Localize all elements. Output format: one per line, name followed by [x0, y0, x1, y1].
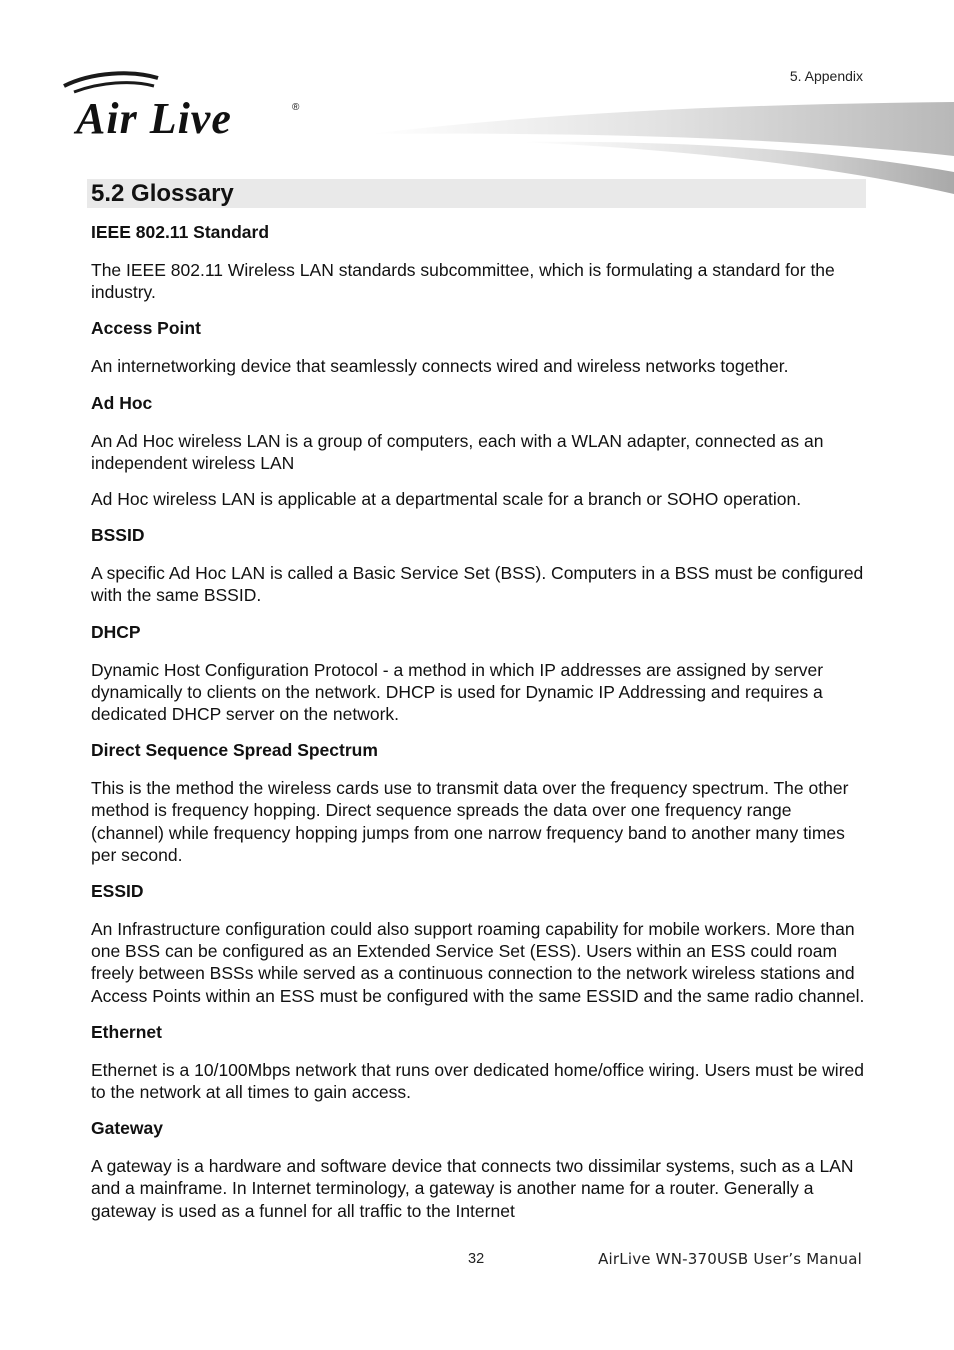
page-number: 32 — [468, 1251, 485, 1267]
glossary-definition: Dynamic Host Configuration Protocol - a method in which IP addresses are assigned by server dynamically to clients on the network. DHCP is used for Dynamic IP Addressing and requires a dedicated DHCP server on the network. — [91, 659, 824, 725]
glossary-definition: An Ad Hoc wireless LAN is a group of computers, each with a WLAN adapter, connected as an independent wireless LAN — [91, 430, 824, 473]
glossary-term: Direct Sequence Spread Spectrum — [91, 740, 378, 761]
section-label: 5. Appendix — [789, 68, 863, 84]
manual-title: AirLive WN-370USB User’s Manual — [598, 1250, 862, 1268]
logo-wordmark: Air Live — [76, 94, 232, 142]
glossary-term: IEEE 802.11 Standard — [91, 222, 270, 242]
airlive-logo — [62, 70, 307, 142]
page-title: 5.2 Glossary — [91, 180, 234, 207]
registered-mark: ® — [292, 102, 300, 113]
glossary-term: Gateway — [91, 1118, 163, 1139]
glossary-definition: Ad Hoc wireless LAN is applicable at a departmental scale for a branch or SOHO operation. — [91, 489, 802, 510]
glossary-title-bar — [87, 179, 866, 208]
glossary-term: ESSID — [91, 881, 144, 902]
logo-arc-inner — [74, 83, 154, 92]
glossary-term: BSSID — [91, 525, 145, 546]
glossary-content — [91, 221, 867, 1236]
glossary-definition: This is the method the wireless cards use to transmit data over the frequency spectrum. The other method is frequency hopping. Direct sequence spreads the data over one frequency range (channel) while frequency hopping jumps from one narrow frequency band to another many times per second. — [91, 778, 849, 865]
glossary-definition: The IEEE 802.11 Wireless LAN standards subcommittee, which is formulating a standard for the industry. — [91, 260, 835, 303]
glossary-definition: An internetworking device that seamlessly connects wired and wireless networks together. — [91, 356, 789, 377]
glossary-term: Ad Hoc — [91, 392, 153, 413]
glossary-term: Access Point — [91, 318, 201, 339]
glossary-term: DHCP — [91, 621, 141, 642]
glossary-definition: Ethernet is a 10/100Mbps network that runs over dedicated home/office wiring. Users must be wired to the network at all times to gain access. — [91, 1059, 864, 1103]
glossary-term: Ethernet — [91, 1021, 162, 1042]
glossary-definition: A gateway is a hardware and software device that connects two dissimilar systems, such as a LAN and a mainframe. In Internet terminology, a gateway is another name for a router. Generally a gateway is used as a funnel for all traffic to the Internet — [91, 1156, 854, 1221]
glossary-definition: An Infrastructure configuration could also support roaming capability for mobile workers. More than one BSS can be configured as an Extended Service Set (ESS). Users within an ESS could roam freely between BSSs while served as a continuous connection to the network wireless stations and Access Points within an ESS must be configured with the same ESSID and the same radio channel. — [91, 919, 865, 1006]
glossary-definition: A specific Ad Hoc LAN is called a Basic Service Set (BSS). Computers in a BSS must be configured with the same BSSID. — [91, 563, 864, 606]
